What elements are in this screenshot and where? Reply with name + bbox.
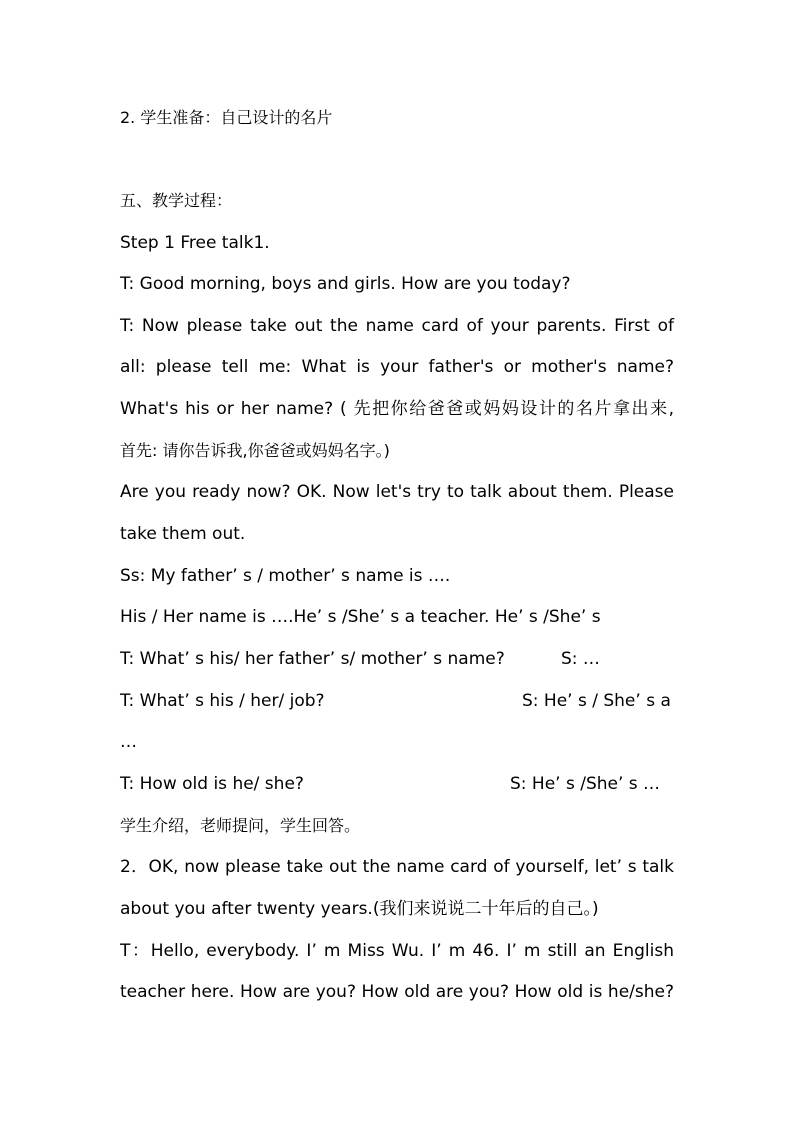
text-line: His / Her name is ….He’ s /She’ s a teacher. He’ s /She’ s [120,607,601,627]
text-line: Ss: My father’ s / mother’ s name is …. [120,566,451,586]
section-heading: 五、教学过程： [120,191,233,210]
text-line: 首先: 请你告诉我,你爸爸或妈妈名字。) [120,441,390,460]
student-answer: S: He’ s /She’ s … [510,774,661,794]
text-line: T: Now please take out the name card of your parents. First of [120,316,674,336]
student-answer: S: He’ s / She’ s a [522,691,671,711]
step-heading: Step 1 Free talk1. [120,233,270,253]
teacher-question: T: How old is he/ she? [120,774,304,794]
student-preparation-line: 2. 学生准备：自己设计的名片 [120,108,333,127]
text-line: Are you ready now? OK. Now let's try to talk about them. Please [120,482,674,502]
text-line: about you after twenty years.(我们来说说二十年后的自己。) [120,899,599,919]
text-line: T：Hello, everybody. I’ m Miss Wu. I’ m 46. I’ m still an English [120,941,674,961]
text-line: 2．OK, now please take out the name card of yourself, let’ s talk [120,857,674,877]
text-line: all: please tell me: What is your father's or mother's name? [120,357,674,377]
teacher-question: T: What’ s his / her/ job? [120,691,325,711]
text-line: take them out. [120,524,246,544]
text-line: What's his or her name? ( 先把你给爸爸或妈妈设计的名片拿出来, [120,399,674,419]
teacher-question: T: What’ s his/ her father’ s/ mother’ s name? [120,649,505,669]
text-line: … [120,732,137,752]
text-line: 学生介绍，老师提问，学生回答。 [120,816,361,835]
text-line: T: Good morning, boys and girls. How are you today? [120,274,571,294]
student-answer: S: … [561,649,600,669]
text-line: teacher here. How are you? How old are you? How old is he/she? [120,982,674,1002]
